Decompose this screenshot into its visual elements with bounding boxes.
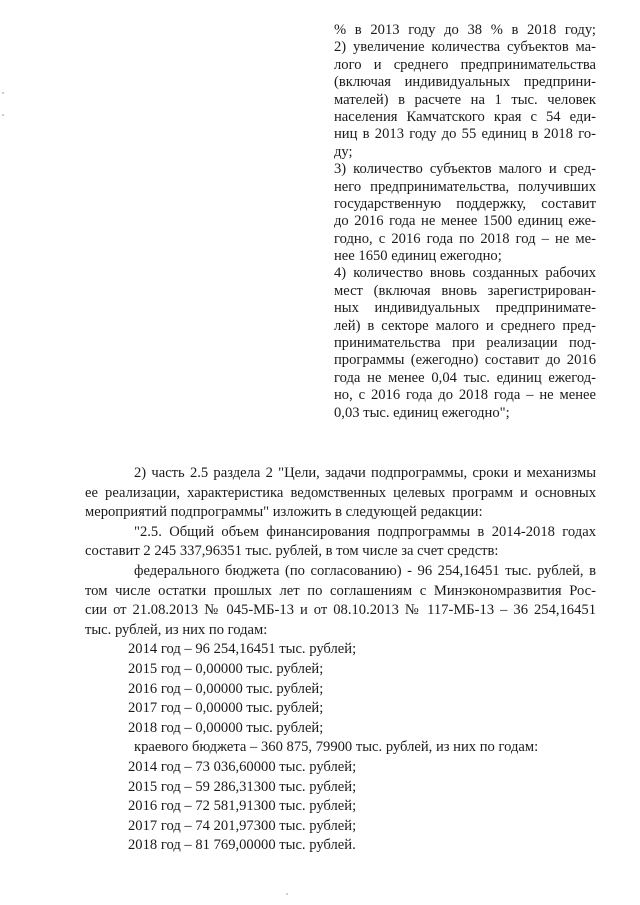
text-line: нее 1650 единиц ежегодно; (334, 248, 502, 265)
regional-budget-intro: краевого бюджета – 360 875, 79900 тыс. рублей, из них по годам: (134, 739, 539, 756)
text-line: сии от 21.08.2013 № 045-МБ-13 и от 08.10.2013 № 117-МБ-13 – 36 254,16451 (85, 602, 596, 619)
list-item: 2014 год – 73 036,60000 тыс. рублей; (128, 758, 357, 775)
text-line: том числе остатки прошлых лет по соглашениям с Минэкономразвития Рос- (85, 582, 596, 599)
text-line: мателей) в расчете на 1 тыс. человек (334, 91, 596, 108)
list-item: 2017 год – 74 201,97300 тыс. рублей; (128, 817, 357, 834)
text-line: % в 2013 году до 38 % в 2018 году; (334, 22, 596, 38)
text-line: него предпринимательства, получивших (334, 178, 596, 195)
list-item: 2016 год – 72 581,91300 тыс. рублей; (128, 798, 357, 815)
list-item: 2017 год – 0,00000 тыс. рублей; (128, 700, 324, 717)
text-line: 4) количество вновь созданных рабочих (334, 265, 596, 282)
list-item: 2018 год – 0,00000 тыс. рублей; (128, 719, 324, 736)
text-line: 2) увеличение количества субъектов ма- (334, 39, 596, 56)
text-line: тыс. рублей, из них по годам: (85, 621, 268, 638)
text-line: 3) количество субъектов малого и сред- (334, 161, 596, 178)
text-line: населения Камчатского края с 54 еди- (334, 108, 596, 125)
text-line: составит 2 245 337,96351 тыс. рублей, в том числе за счет средств: (85, 543, 499, 560)
text-line: принимательства при реализации под- (334, 335, 596, 352)
text-line: до 2016 года не менее 1500 единиц еже- (334, 213, 596, 230)
federal-years-list (85, 640, 596, 738)
scan-mark (2, 114, 4, 116)
text-line: ду; (334, 143, 353, 160)
right-column-text (334, 22, 596, 422)
paragraph-federal-budget (85, 562, 596, 640)
list-item: 2015 год – 59 286,31300 тыс. рублей; (128, 778, 357, 795)
list-item: 2016 год – 0,00000 тыс. рублей; (128, 680, 324, 697)
main-text (85, 464, 596, 856)
list-item: 2014 год – 96 254,16451 тыс. рублей; (128, 641, 357, 658)
text-line: 0,03 тыс. единиц ежегодно"; (334, 404, 510, 421)
paragraph-total-funding (85, 523, 596, 562)
text-line: (включая индивидуальных предприни- (334, 74, 596, 91)
text-line: но, с 2016 года до 2018 года – не менее (334, 387, 596, 404)
text-line: 2) часть 2.5 раздела 2 "Цели, задачи подпрограммы, сроки и механизмы (134, 465, 596, 481)
paragraph-section-2-5-amendment (85, 464, 596, 523)
scan-mark (2, 92, 4, 94)
text-line: мест (включая вновь зарегистрирован- (334, 282, 596, 299)
text-line: ных индивидуальных предпринимате- (334, 300, 596, 317)
text-line: государственную поддержку, составит (334, 195, 596, 212)
list-item: 2015 год – 0,00000 тыс. рублей; (128, 660, 324, 677)
text-line: ниц в 2013 году до 55 единиц в 2018 го- (334, 126, 596, 143)
text-line: лей) в секторе малого и среднего пред- (334, 317, 596, 334)
regional-years-list (85, 758, 596, 856)
scan-mark (286, 893, 288, 895)
text-line: мероприятий подпрограммы" изложить в следующей редакции: (85, 504, 483, 521)
text-line: годно, с 2016 года по 2018 год – не ме- (334, 230, 596, 247)
text-line: федерального бюджета (по согласованию) - 96 254,16451 тыс. рублей, в (134, 562, 596, 579)
text-line: "2.5. Общий объем финансирования подпрограммы в 2014-2018 годах (134, 523, 596, 540)
text-line: года не менее 0,04 тыс. единиц ежегод- (334, 369, 596, 386)
text-line: программы (ежегодно) составит до 2016 (334, 352, 596, 369)
text-line: лого и среднего предпринимательства (334, 56, 596, 73)
list-item: 2018 год – 81 769,00000 тыс. рублей. (128, 837, 356, 854)
text-line: ее реализации, характеристика ведомственных целевых программ и основных (85, 484, 596, 501)
